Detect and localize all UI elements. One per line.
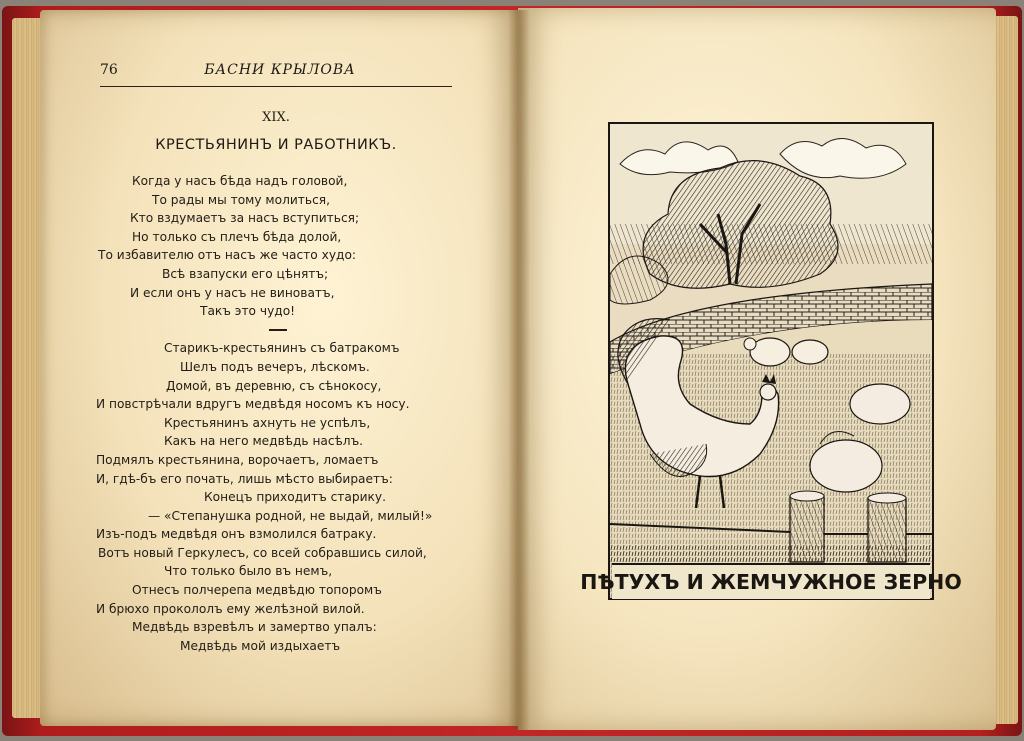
poem-line: Шелъ подъ вечеръ, лѣскомъ.	[180, 359, 370, 374]
illustration-caption: ПѢТУХЪ И ЖЕМЧУЖНОЕ ЗЕРНО	[612, 563, 930, 599]
poem-line: Но только съ плечъ бѣда долой,	[132, 229, 342, 244]
fable-title: КРЕСТЬЯНИНЪ И РАБОТНИКЪ.	[155, 137, 397, 153]
poem-line: Медвѣдь мой издыхаетъ	[180, 638, 341, 653]
rooster-engraving	[610, 124, 932, 598]
poem-line: И брюхо прокололъ ему желѣзной вилой.	[96, 601, 365, 616]
poem-line: Всѣ взапуски его цѣнятъ;	[162, 266, 329, 281]
page-number: 76	[100, 62, 118, 78]
poem-line: Конецъ приходитъ старику.	[204, 490, 386, 505]
page-header	[100, 62, 452, 87]
poem-line: Изъ-подъ медвѣдя онъ взмолился батраку.	[96, 527, 377, 542]
section-divider	[92, 321, 464, 340]
poem-line: Кто вздумаетъ за насъ вступиться;	[130, 211, 360, 226]
poem-line: И если онъ у насъ не виноватъ,	[130, 285, 335, 300]
poem-line: Отнесъ полчерепа медвѣдю топоромъ	[132, 583, 382, 598]
poem-line: Крестьянинъ ахнуть не успѣлъ,	[164, 415, 371, 430]
poem-text	[92, 172, 464, 655]
poem-line: Подмялъ крестьянина, ворочаетъ, ломаетъ	[96, 452, 379, 467]
poem-line: То избавителю отъ насъ же часто худо:	[98, 248, 357, 263]
poem-line: И повстрѣчали вдругъ медвѣдя носомъ къ носу.	[96, 397, 410, 412]
poem-line: Такъ это чудо!	[200, 304, 296, 319]
poem-line: — «Степанушка родной, не выдай, милый!»	[148, 508, 433, 523]
running-title: БАСНИ КРЫЛОВА	[204, 62, 356, 78]
poem-line: Медвѣдь взревѣлъ и замертво упалъ:	[132, 620, 377, 635]
poem-line: Какъ на него медвѣдь насѣлъ.	[164, 434, 364, 449]
fable-number: XIX.	[262, 110, 290, 125]
poem-line: Старикъ-крестьянинъ съ батракомъ	[164, 341, 400, 356]
poem-line: И, гдѣ-бъ его почать, лишь мѣсто выбираетъ:	[96, 471, 393, 486]
poem-line: Домой, въ деревню, съ сѣнокосу,	[166, 378, 382, 393]
poem-line: Когда у насъ бѣда надъ головой,	[132, 174, 348, 188]
illustration-frame	[608, 122, 934, 600]
poem-line: Вотъ новый Геркулесъ, со всей собравшись силой,	[98, 545, 427, 560]
poem-line: То рады мы тому молиться,	[152, 192, 330, 207]
poem-line: Что только было въ немъ,	[164, 564, 333, 579]
book-gutter	[508, 10, 530, 730]
